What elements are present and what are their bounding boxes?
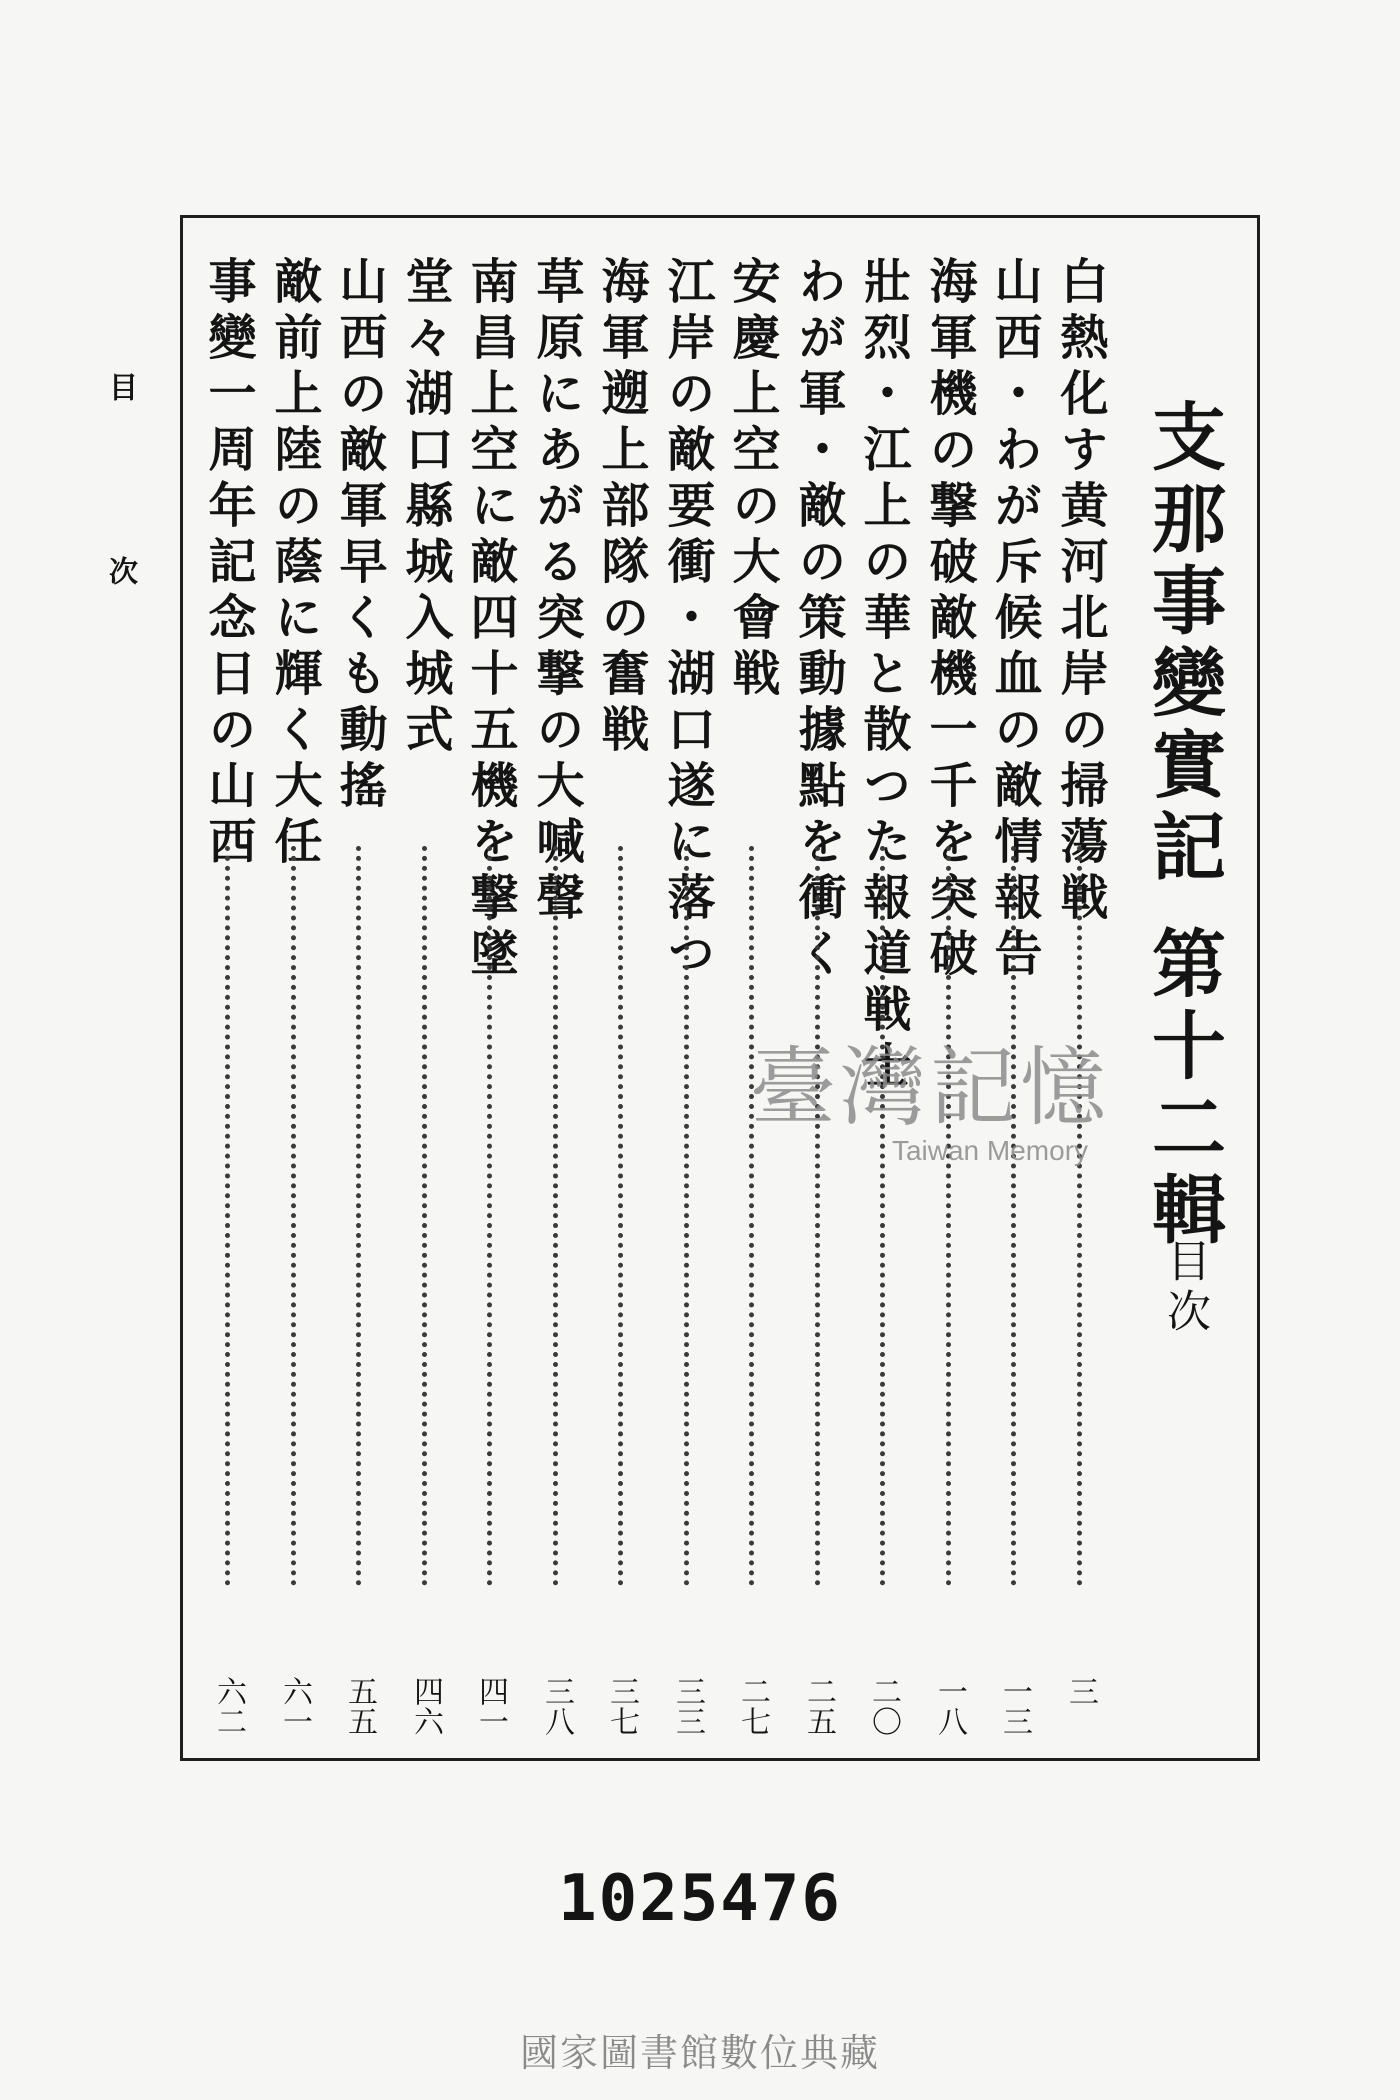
toc-entry — [919, 256, 979, 1736]
toc-leader-dots — [880, 846, 885, 1586]
toc-entry-page: 三 — [1063, 1676, 1098, 1706]
toc-entry-title: 安慶上空の大會戦 — [724, 256, 780, 704]
toc-entry — [984, 256, 1044, 1736]
toc-entry-title: 海軍遡上部隊の奮戦 — [593, 256, 649, 760]
toc-leader-dots — [422, 846, 427, 1586]
toc-entry-page: 一三 — [997, 1676, 1032, 1736]
toc-entry-title: 海軍機の撃破敵機一千を突破 — [921, 256, 977, 984]
toc-entry-page: 一八 — [932, 1676, 967, 1736]
watermark-text: 臺灣記憶 — [750, 1038, 1110, 1138]
volume-label: 第十二輯 — [1140, 925, 1226, 1253]
toc-leader-dots — [356, 846, 361, 1586]
toc-entry-page: 三七 — [604, 1676, 639, 1736]
toc-entry-title: 山西・わが斥候血の敵情報告 — [986, 256, 1042, 984]
catalog-number: 1025476 — [558, 1862, 842, 1936]
toc-entry-page: 五五 — [342, 1676, 377, 1736]
toc-entry-title: 壯烈・江上の華と散つた報道戦士 — [855, 256, 911, 1096]
toc-leader-dots — [618, 846, 623, 1586]
toc-entry — [264, 256, 324, 1736]
toc-entry-title: 堂々湖口縣城入城式 — [397, 256, 453, 760]
toc-leader-dots — [749, 846, 754, 1586]
toc-leader-dots — [684, 846, 689, 1586]
toc-entry-title: 敵前上陸の蔭に輝く大任 — [266, 256, 322, 872]
toc-entry-title: 草原にあがる突撃の大喊聲 — [528, 256, 584, 928]
toc-entry — [526, 256, 586, 1736]
toc-leader-dots — [225, 846, 230, 1586]
toc-entry-title: 白熱化す黄河北岸の掃蕩戦 — [1052, 256, 1108, 928]
toc-entry — [329, 256, 389, 1736]
toc-entry-page: 三八 — [539, 1676, 574, 1736]
toc-entry-title: 江岸の敵要衝・湖口遂に落つ — [659, 256, 715, 984]
toc-entry-title: 南昌上空に敵四十五機を撃墜 — [462, 256, 518, 984]
toc-leader-dots — [553, 846, 558, 1586]
toc-entry-page: 六一 — [277, 1676, 312, 1736]
toc-entry — [460, 256, 520, 1736]
toc-leader-dots — [946, 846, 951, 1586]
toc-entry-title: わが軍・敵の策動據點を衝く — [790, 256, 846, 984]
toc-entry — [1050, 256, 1110, 1720]
toc-heading: 目次 — [1159, 1238, 1210, 1338]
toc-leader-dots — [291, 846, 296, 1586]
toc-entry — [591, 256, 651, 1736]
toc-entry-title: 山西の敵軍早くも動搖 — [331, 256, 387, 816]
toc-entry-page: 二五 — [801, 1676, 836, 1736]
toc-entry-page: 六二 — [211, 1676, 246, 1736]
toc-entry-title: 事變一周年記念日の山西 — [200, 256, 256, 872]
toc-entry — [788, 256, 848, 1736]
toc-entry-page: 二〇 — [866, 1676, 901, 1736]
toc-leader-dots — [1011, 846, 1016, 1586]
toc-entry-page: 二七 — [735, 1676, 770, 1736]
toc-entry-page: 四一 — [473, 1676, 508, 1736]
toc-entry — [198, 256, 258, 1736]
watermark-subtext: Taiwan Memory — [891, 1135, 1089, 1166]
toc-entry-page: 三三 — [670, 1676, 705, 1736]
book-title: 支那事變實記 — [1140, 398, 1226, 890]
toc-entry-page: 四六 — [408, 1676, 443, 1736]
toc-entry — [722, 256, 782, 1736]
toc-entry — [853, 256, 913, 1736]
taiwan-memory-watermark — [700, 1040, 1160, 1166]
toc-leader-dots — [815, 846, 820, 1586]
library-footer: 國家圖書館數位典藏 — [519, 2031, 880, 2075]
toc-leader-dots — [1077, 846, 1082, 1586]
toc-entry — [395, 256, 455, 1736]
toc-entry — [657, 256, 717, 1736]
toc-leader-dots — [487, 846, 492, 1586]
running-head: 目次 — [105, 372, 139, 740]
